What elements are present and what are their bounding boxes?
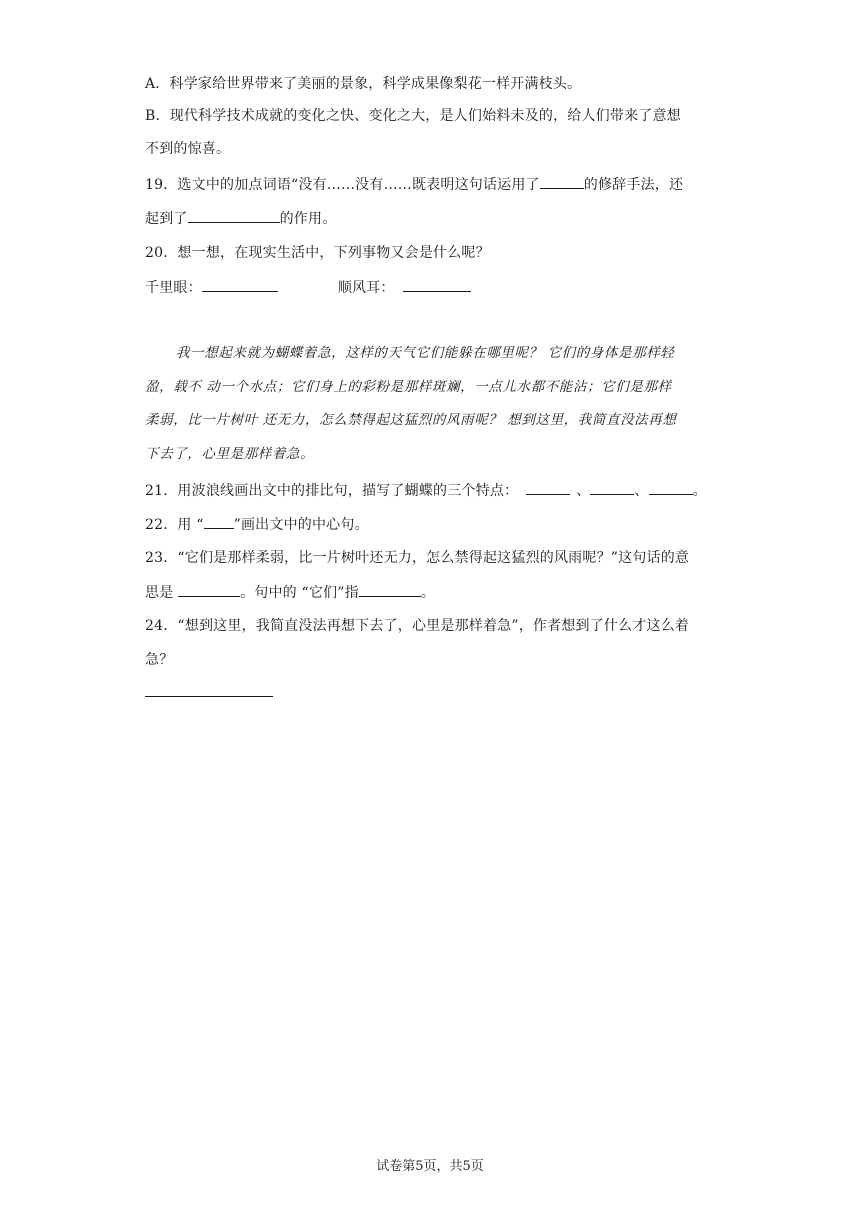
item-2-label: 顺风耳： [337,280,395,296]
question-22 [145,514,369,535]
separator: 、 [634,483,649,499]
question-20-items [145,277,471,298]
question-24-line-2: 急？ [145,652,174,668]
passage-line-2: 盈，载不 动一个水点；它们身上的彩粉是那样斑斓，一点儿水都不能沾；它们是那样 [145,379,672,395]
question-22-text: 22．用 “ [145,517,204,533]
question-23-text: 思是 [145,585,179,601]
separator: 、 [576,483,591,499]
passage-line-1: 我一想起来就为蝴蝶着急，这样的天气它们能躲在哪里呢？ 它们的身体是那样轻 [176,345,675,361]
option-a: A．科学家给世界带来了美丽的景象，科学成果像梨花一样开满枝头。 [145,76,582,92]
question-20: 20．想一想，在现实生活中，下列事物又会是什么呢？ [145,245,490,261]
question-19-line-2 [145,208,336,229]
answer-blank[interactable] [526,480,570,495]
question-23-line-2 [145,582,435,603]
option-b-line-1: B．现代科学技术成就的变化之快、变化之大，是人们始料未及的，给人们带来了意想 [145,108,681,124]
answer-blank[interactable] [540,174,584,189]
answer-blank[interactable] [202,277,278,292]
option-b-line-2: 不到的惊喜。 [145,141,231,157]
question-23-line-1: 23．“它们是那样柔弱，比一片树叶还无力，怎么禁得起这猛烈的风雨呢？”这句话的意 [145,550,690,566]
question-22-text: ”画出文中的中心句。 [233,517,369,533]
question-21-text: 21．用波浪线画出文中的排比句，描写了蝴蝶的三个特点： [145,483,519,499]
question-21 [145,480,707,501]
item-1-label: 千里眼： [145,280,202,296]
question-24-line-1: 24．“想到这里，我简直没法再想下去了，心里是那样着急”，作者想到了什么才这么着 [145,618,690,634]
answer-blank[interactable] [188,208,280,223]
answer-blank[interactable] [204,514,234,529]
answer-blank[interactable] [178,582,240,597]
question-19-text: 19．选文中的加点词语“没有……没有……既表明这句话运用了 [145,177,540,193]
question-23-text: 。句中的 “它们”指 [240,585,359,601]
separator: 。 [692,483,707,499]
answer-blank[interactable] [403,277,471,292]
answer-line[interactable] [145,696,273,697]
question-19-text: 的作用。 [279,211,337,227]
answer-blank[interactable] [649,480,693,495]
answer-blank[interactable] [590,480,634,495]
answer-blank[interactable] [359,582,421,597]
question-19-line-1 [145,174,683,195]
passage-line-3: 柔弱，比一片树叶 还无力，怎么禁得起这猛烈的风雨呢？ 想到这里，我简直没法再想 [145,412,677,428]
question-19-text: 的修辞手法，还 [583,177,684,193]
question-23-text: 。 [420,585,436,601]
page-footer: 试卷第5页，共5页 [376,1159,484,1174]
question-19-text: 起到了 [145,211,188,227]
passage-line-4: 下去了，心里是那样着急。 [145,446,315,462]
